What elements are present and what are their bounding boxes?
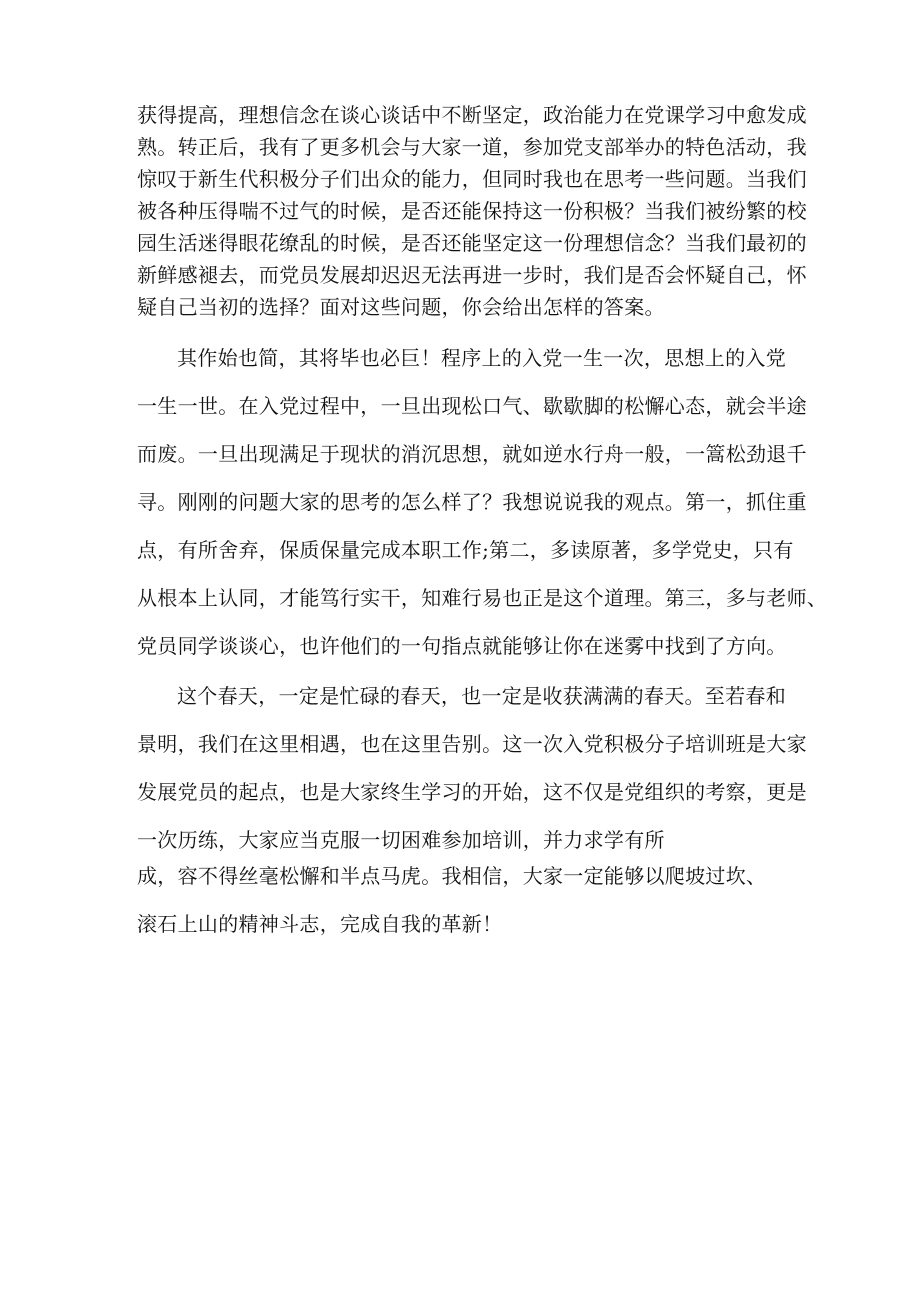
paragraph-2-line-2: 一生一世。在入党过程中，一旦出现松口气、歇歇脚的松懈心态，就会半途 xyxy=(137,394,807,418)
paragraph-3-line-5: 成，容不得丝毫松懈和半点马虎。我相信，大家一定能够以爬坡过坎、 xyxy=(137,864,767,888)
paragraph-2-line-3: 而废。一旦出现满足于现状的消沉思想，就如逆水行舟一般，一篙松劲退千 xyxy=(137,442,807,466)
paragraph-2-line-1: 其作始也简，其将毕也必巨！程序上的入党一生一次，思想上的入党 xyxy=(177,346,786,370)
paragraph-3-line-2: 景明，我们在这里相遇，也在这里告别。这一次入党积极分子培训班是大家 xyxy=(137,732,807,756)
paragraph-3-line-3: 发展党员的起点，也是大家终生学习的开始，这不仅是党组织的考察，更是 xyxy=(137,780,807,804)
paragraph-3-line-4: 一次历练，大家应当克服一切困难参加培训，并力求学有所 xyxy=(137,828,665,852)
paragraph-1-line-3: 惊叹于新生代积极分子们出众的能力，但同时我也在思考一些问题。当我们 xyxy=(137,167,807,191)
paragraph-2-line-4: 寻。刚刚的问题大家的思考的怎么样了？我想说说我的观点。第一，抓住重 xyxy=(137,490,807,514)
paragraph-2-line-7: 党员同学谈谈心，也许他们的一句指点就能够让你在迷雾中找到了方向。 xyxy=(137,634,787,658)
paragraph-3-line-6: 滚石上山的精神斗志，完成自我的革新！ xyxy=(137,912,503,936)
paragraph-1-line-7: 疑自己当初的选择？面对这些问题，你会给出怎样的答案。 xyxy=(137,295,665,319)
paragraph-3-line-1: 这个春天，一定是忙碌的春天，也一定是收获满满的春天。至若春和 xyxy=(177,684,786,708)
paragraph-1-line-1: 获得提高，理想信念在谈心谈话中不断坚定，政治能力在党课学习中愈发成 xyxy=(137,103,807,127)
paragraph-1-line-2: 熟。转正后，我有了更多机会与大家一道，参加党支部举办的特色活动，我 xyxy=(137,135,807,159)
paragraph-2-line-6: 从根本上认同，才能笃行实干，知难行易也正是这个道理。第三，多与老师、 xyxy=(137,586,828,610)
paragraph-1-line-6: 新鲜感褪去，而党员发展却迟迟无法再进一步时，我们是否会怀疑自己，怀 xyxy=(137,263,807,287)
paragraph-1-line-5: 园生活迷得眼花缭乱的时候，是否还能坚定这一份理想信念？当我们最初的 xyxy=(137,231,807,255)
paragraph-2-line-5: 点，有所舍弃，保质保量完成本职工作;第二，多读原著，多学党史，只有 xyxy=(137,538,794,562)
paragraph-1-line-4: 被各种压得喘不过气的时候，是否还能保持这一份积极？当我们被纷繁的校 xyxy=(137,199,807,223)
